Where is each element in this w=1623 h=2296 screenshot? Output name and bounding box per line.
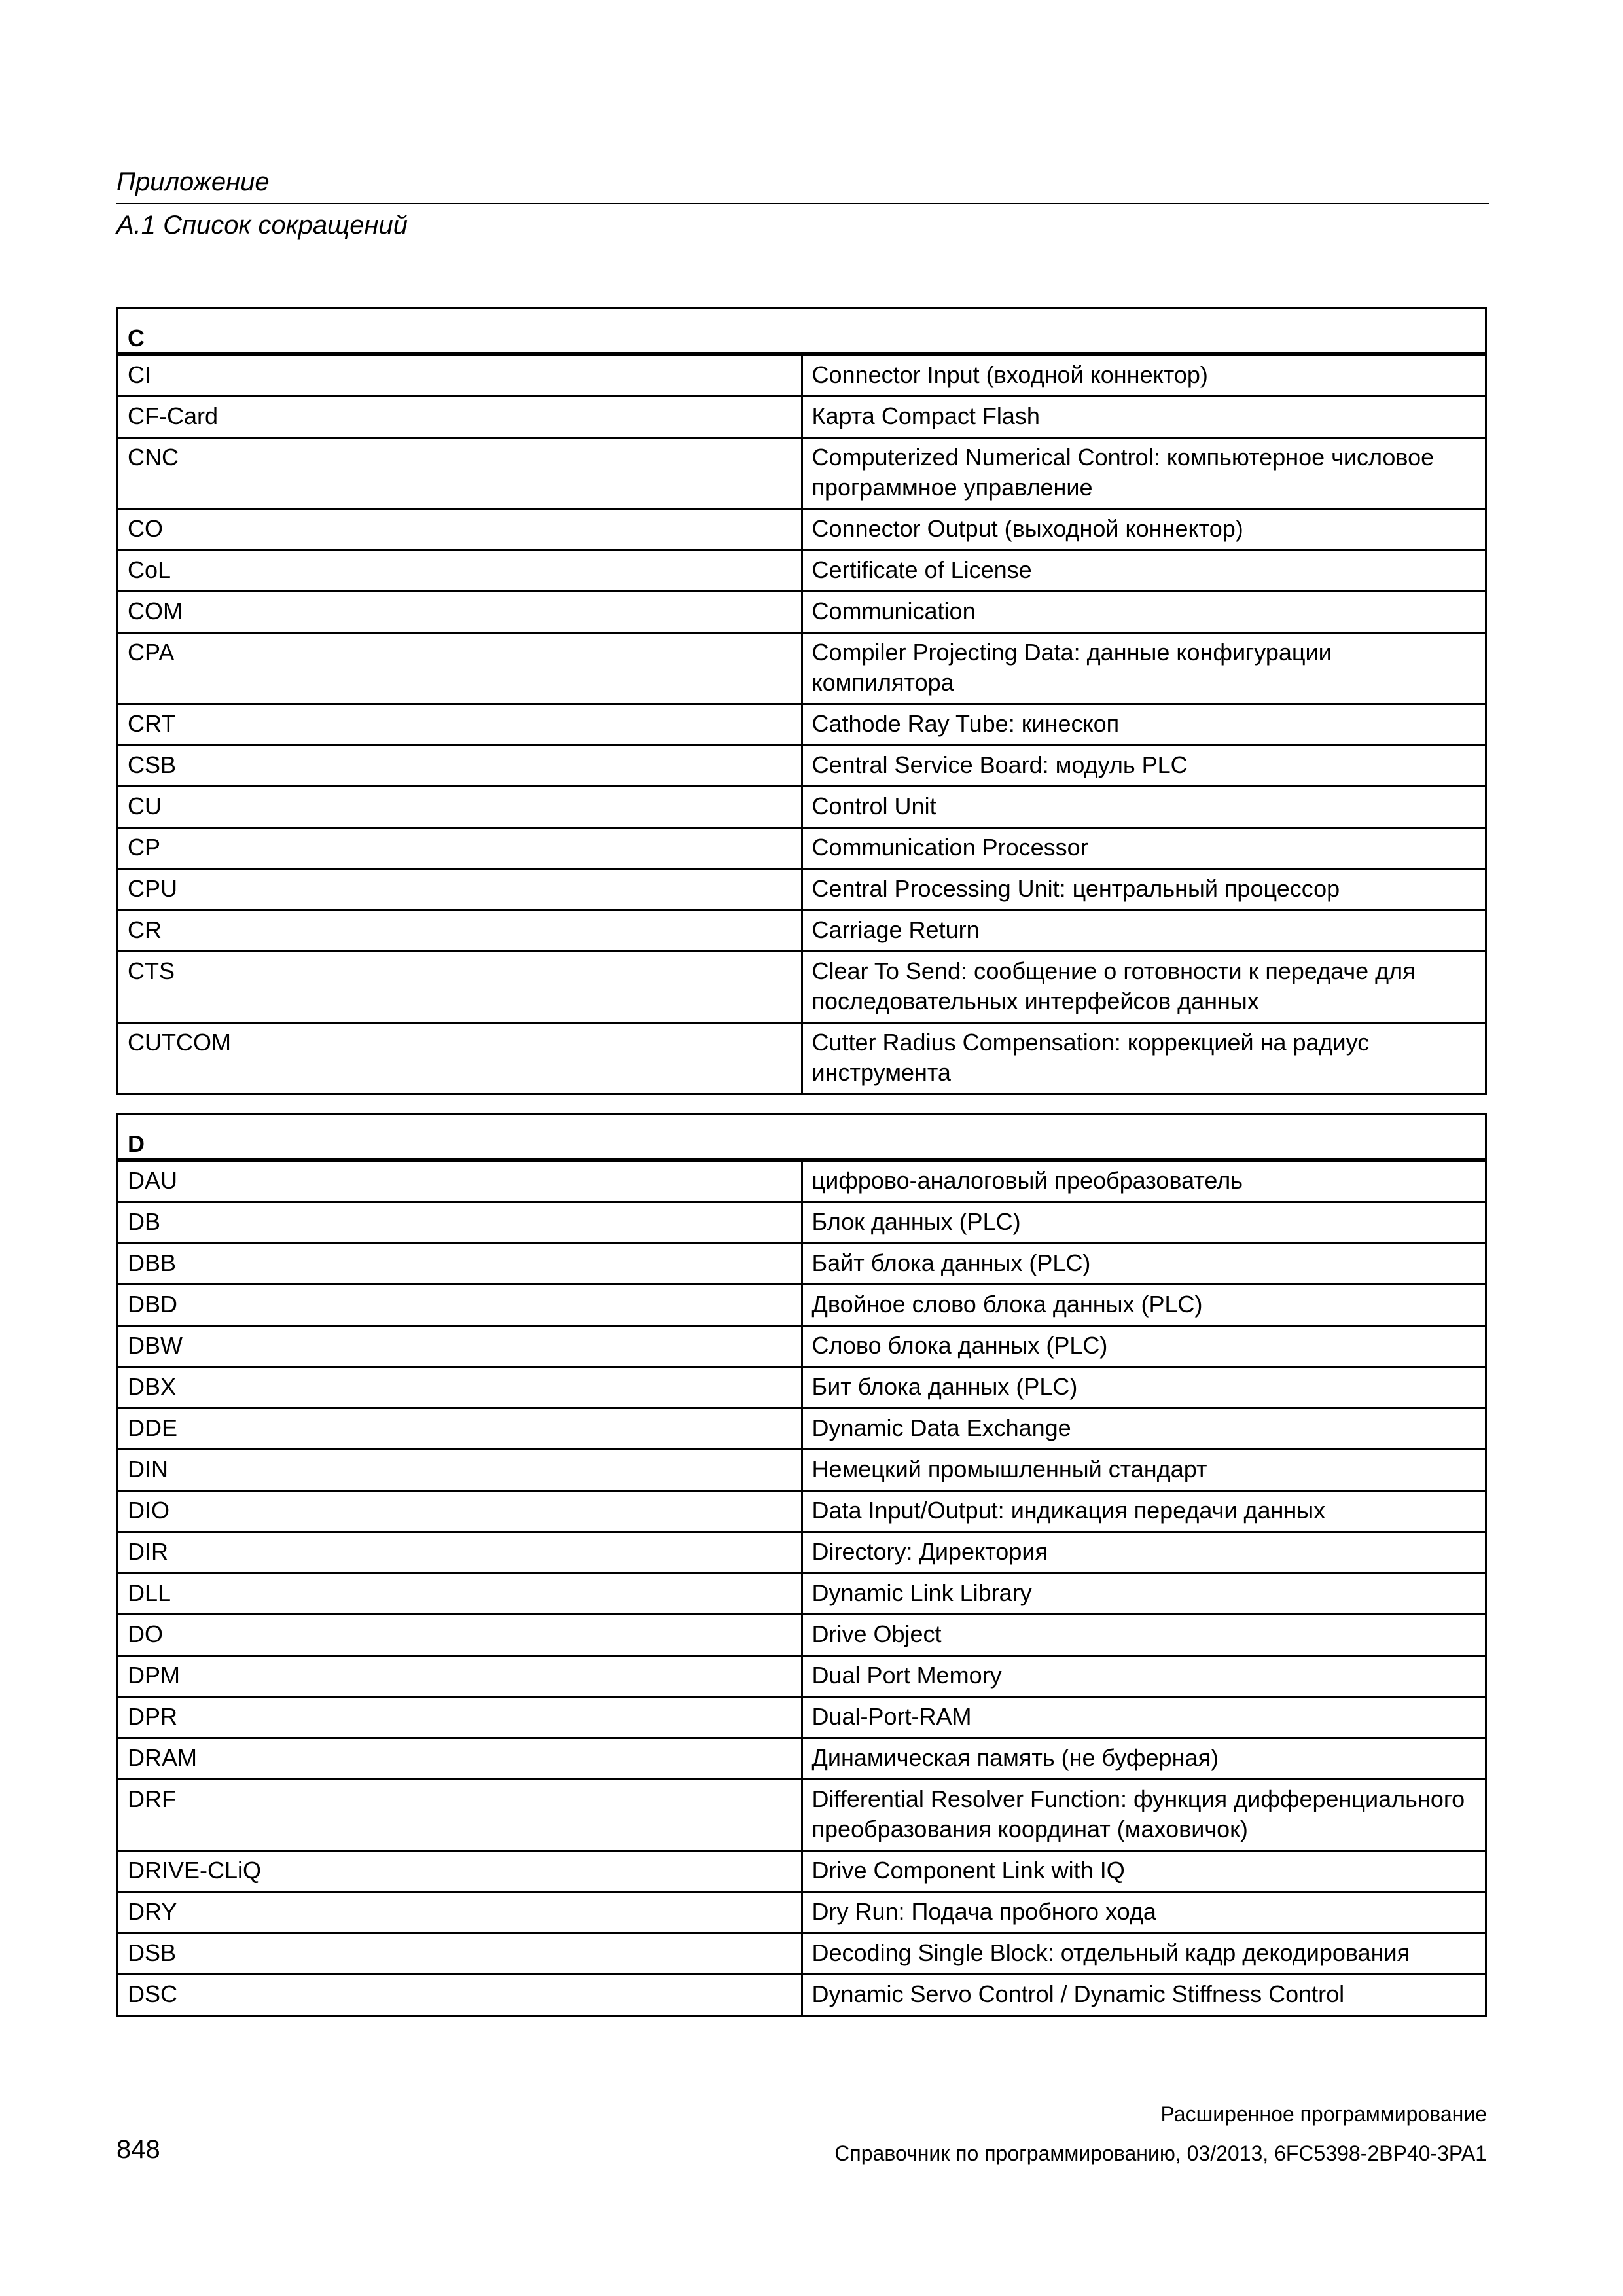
table-row [118,633,1486,704]
definition-cell: Control Unit [802,787,1486,828]
table-row [118,1573,1486,1615]
abbreviation-cell: CTS [118,952,802,1023]
definition-cell: Data Input/Output: индикация передачи данных [802,1491,1486,1532]
definition-cell: Dual Port Memory [802,1656,1486,1697]
abbreviation-cell: CRT [118,704,802,745]
abbreviation-cell: CPA [118,633,802,704]
table-row [118,1851,1486,1892]
table-row [118,1933,1486,1975]
table-row [118,1408,1486,1450]
abbreviation-cell: DRY [118,1892,802,1933]
chapter-title: Приложение [116,168,270,196]
table-row [118,438,1486,509]
book-title: Расширенное программирование [1160,2102,1487,2126]
table-row [118,1450,1486,1491]
abbreviation-cell: CI [118,354,802,397]
definition-cell: Dynamic Data Exchange [802,1408,1486,1450]
table-letter-heading: C [118,308,1486,355]
abbreviation-cell: DRIVE-CLiQ [118,1851,802,1892]
abbreviation-cell: DO [118,1615,802,1656]
table-row [118,745,1486,787]
abbreviation-cell: DPR [118,1697,802,1738]
abbreviations-table-d [116,1113,1487,2017]
definition-cell: Connector Input (входной коннектор) [802,354,1486,397]
definition-cell: Certificate of License [802,550,1486,592]
definition-cell: Compiler Projecting Data: данные конфигурации компилятора [802,633,1486,704]
abbreviation-cell: DDE [118,1408,802,1450]
abbreviation-cell: DSB [118,1933,802,1975]
table-row [118,1532,1486,1573]
table-row [118,787,1486,828]
abbreviation-cell: DPM [118,1656,802,1697]
section-title: А.1 Список сокращений [116,211,408,240]
abbreviation-cell: DAU [118,1160,802,1202]
table-row [118,1491,1486,1532]
definition-cell: Directory: Директория [802,1532,1486,1573]
definition-cell: Carriage Return [802,910,1486,952]
definition-cell: Cutter Radius Compensation: коррекцией на радиус инструмента [802,1023,1486,1094]
table-row [118,1285,1486,1326]
definition-cell: Clear To Send: сообщение о готовности к передаче для последовательных интерфейсов данных [802,952,1486,1023]
definition-cell: Немецкий промышленный стандарт [802,1450,1486,1491]
definition-cell: Computerized Numerical Control: компьютерное числовое программное управление [802,438,1486,509]
abbreviations-table-c [116,307,1487,1095]
definition-cell: Central Processing Unit: центральный процессор [802,869,1486,910]
table-row [118,869,1486,910]
abbreviation-cell: CO [118,509,802,550]
table-row [118,828,1486,869]
table-row [118,1023,1486,1094]
definition-cell: цифрово-аналоговый преобразователь [802,1160,1486,1202]
abbreviation-cell: DBB [118,1244,802,1285]
book-info: Справочник по программированию, 03/2013, 6FC5398-2BP40-3PA1 [834,2142,1487,2165]
definition-cell: Drive Component Link with IQ [802,1851,1486,1892]
definition-cell: Differential Resolver Function: функция дифференциального преобразования координат (маховичок) [802,1780,1486,1851]
abbreviation-cell: CSB [118,745,802,787]
page-number: 848 [116,2135,160,2164]
definition-cell: Dry Run: Подача пробного хода [802,1892,1486,1933]
table-row [118,704,1486,745]
table-row [118,1656,1486,1697]
definition-cell: Connector Output (выходной коннектор) [802,509,1486,550]
abbreviation-cell: DIO [118,1491,802,1532]
abbreviation-cell: CUTCOM [118,1023,802,1094]
abbreviation-cell: DBD [118,1285,802,1326]
table-row [118,1244,1486,1285]
table-row [118,1780,1486,1851]
abbreviation-cell: CP [118,828,802,869]
table-row [118,550,1486,592]
definition-cell: Динамическая память (не буферная) [802,1738,1486,1780]
definition-cell: Communication [802,592,1486,633]
abbreviation-cell: DSC [118,1975,802,2016]
definition-cell: Слово блока данных (PLC) [802,1326,1486,1367]
abbreviation-cell: DIN [118,1450,802,1491]
table-row [118,1975,1486,2016]
abbreviation-cell: CPU [118,869,802,910]
definition-cell: Drive Object [802,1615,1486,1656]
definition-cell: Cathode Ray Tube: кинескоп [802,704,1486,745]
definition-cell: Карта Compact Flash [802,397,1486,438]
definition-cell: Бит блока данных (PLC) [802,1367,1486,1408]
table-row [118,1738,1486,1780]
abbreviation-cell: CF-Card [118,397,802,438]
definition-cell: Decoding Single Block: отдельный кадр декодирования [802,1933,1486,1975]
definition-cell: Блок данных (PLC) [802,1202,1486,1244]
abbreviation-cell: DBX [118,1367,802,1408]
abbreviation-cell: CoL [118,550,802,592]
table-header-row [118,308,1486,355]
definition-cell: Dynamic Servo Control / Dynamic Stiffness Control [802,1975,1486,2016]
table-row [118,952,1486,1023]
table-row [118,509,1486,550]
table-row [118,1326,1486,1367]
abbreviation-cell: DRAM [118,1738,802,1780]
table-row [118,1367,1486,1408]
definition-cell: Central Service Board: модуль PLC [802,745,1486,787]
definition-cell: Dual-Port-RAM [802,1697,1486,1738]
abbreviation-cell: DLL [118,1573,802,1615]
table-header-row [118,1114,1486,1160]
table-row [118,1697,1486,1738]
table-letter-heading: D [118,1114,1486,1160]
table-row [118,1160,1486,1202]
definition-cell: Байт блока данных (PLC) [802,1244,1486,1285]
table-row [118,592,1486,633]
definition-cell: Communication Processor [802,828,1486,869]
abbreviation-cell: COM [118,592,802,633]
abbreviation-cell: DBW [118,1326,802,1367]
definition-cell: Dynamic Link Library [802,1573,1486,1615]
page-header [116,165,1489,242]
table-row [118,1892,1486,1933]
table-row [118,1202,1486,1244]
header-rule [116,203,1489,204]
table-row [118,910,1486,952]
definition-cell: Двойное слово блока данных (PLC) [802,1285,1486,1326]
abbreviation-cell: DRF [118,1780,802,1851]
abbreviation-cell: DB [118,1202,802,1244]
table-row [118,397,1486,438]
abbreviation-cell: CR [118,910,802,952]
abbreviation-cell: CNC [118,438,802,509]
abbreviation-cell: CU [118,787,802,828]
abbreviation-cell: DIR [118,1532,802,1573]
table-row [118,354,1486,397]
table-row [118,1615,1486,1656]
